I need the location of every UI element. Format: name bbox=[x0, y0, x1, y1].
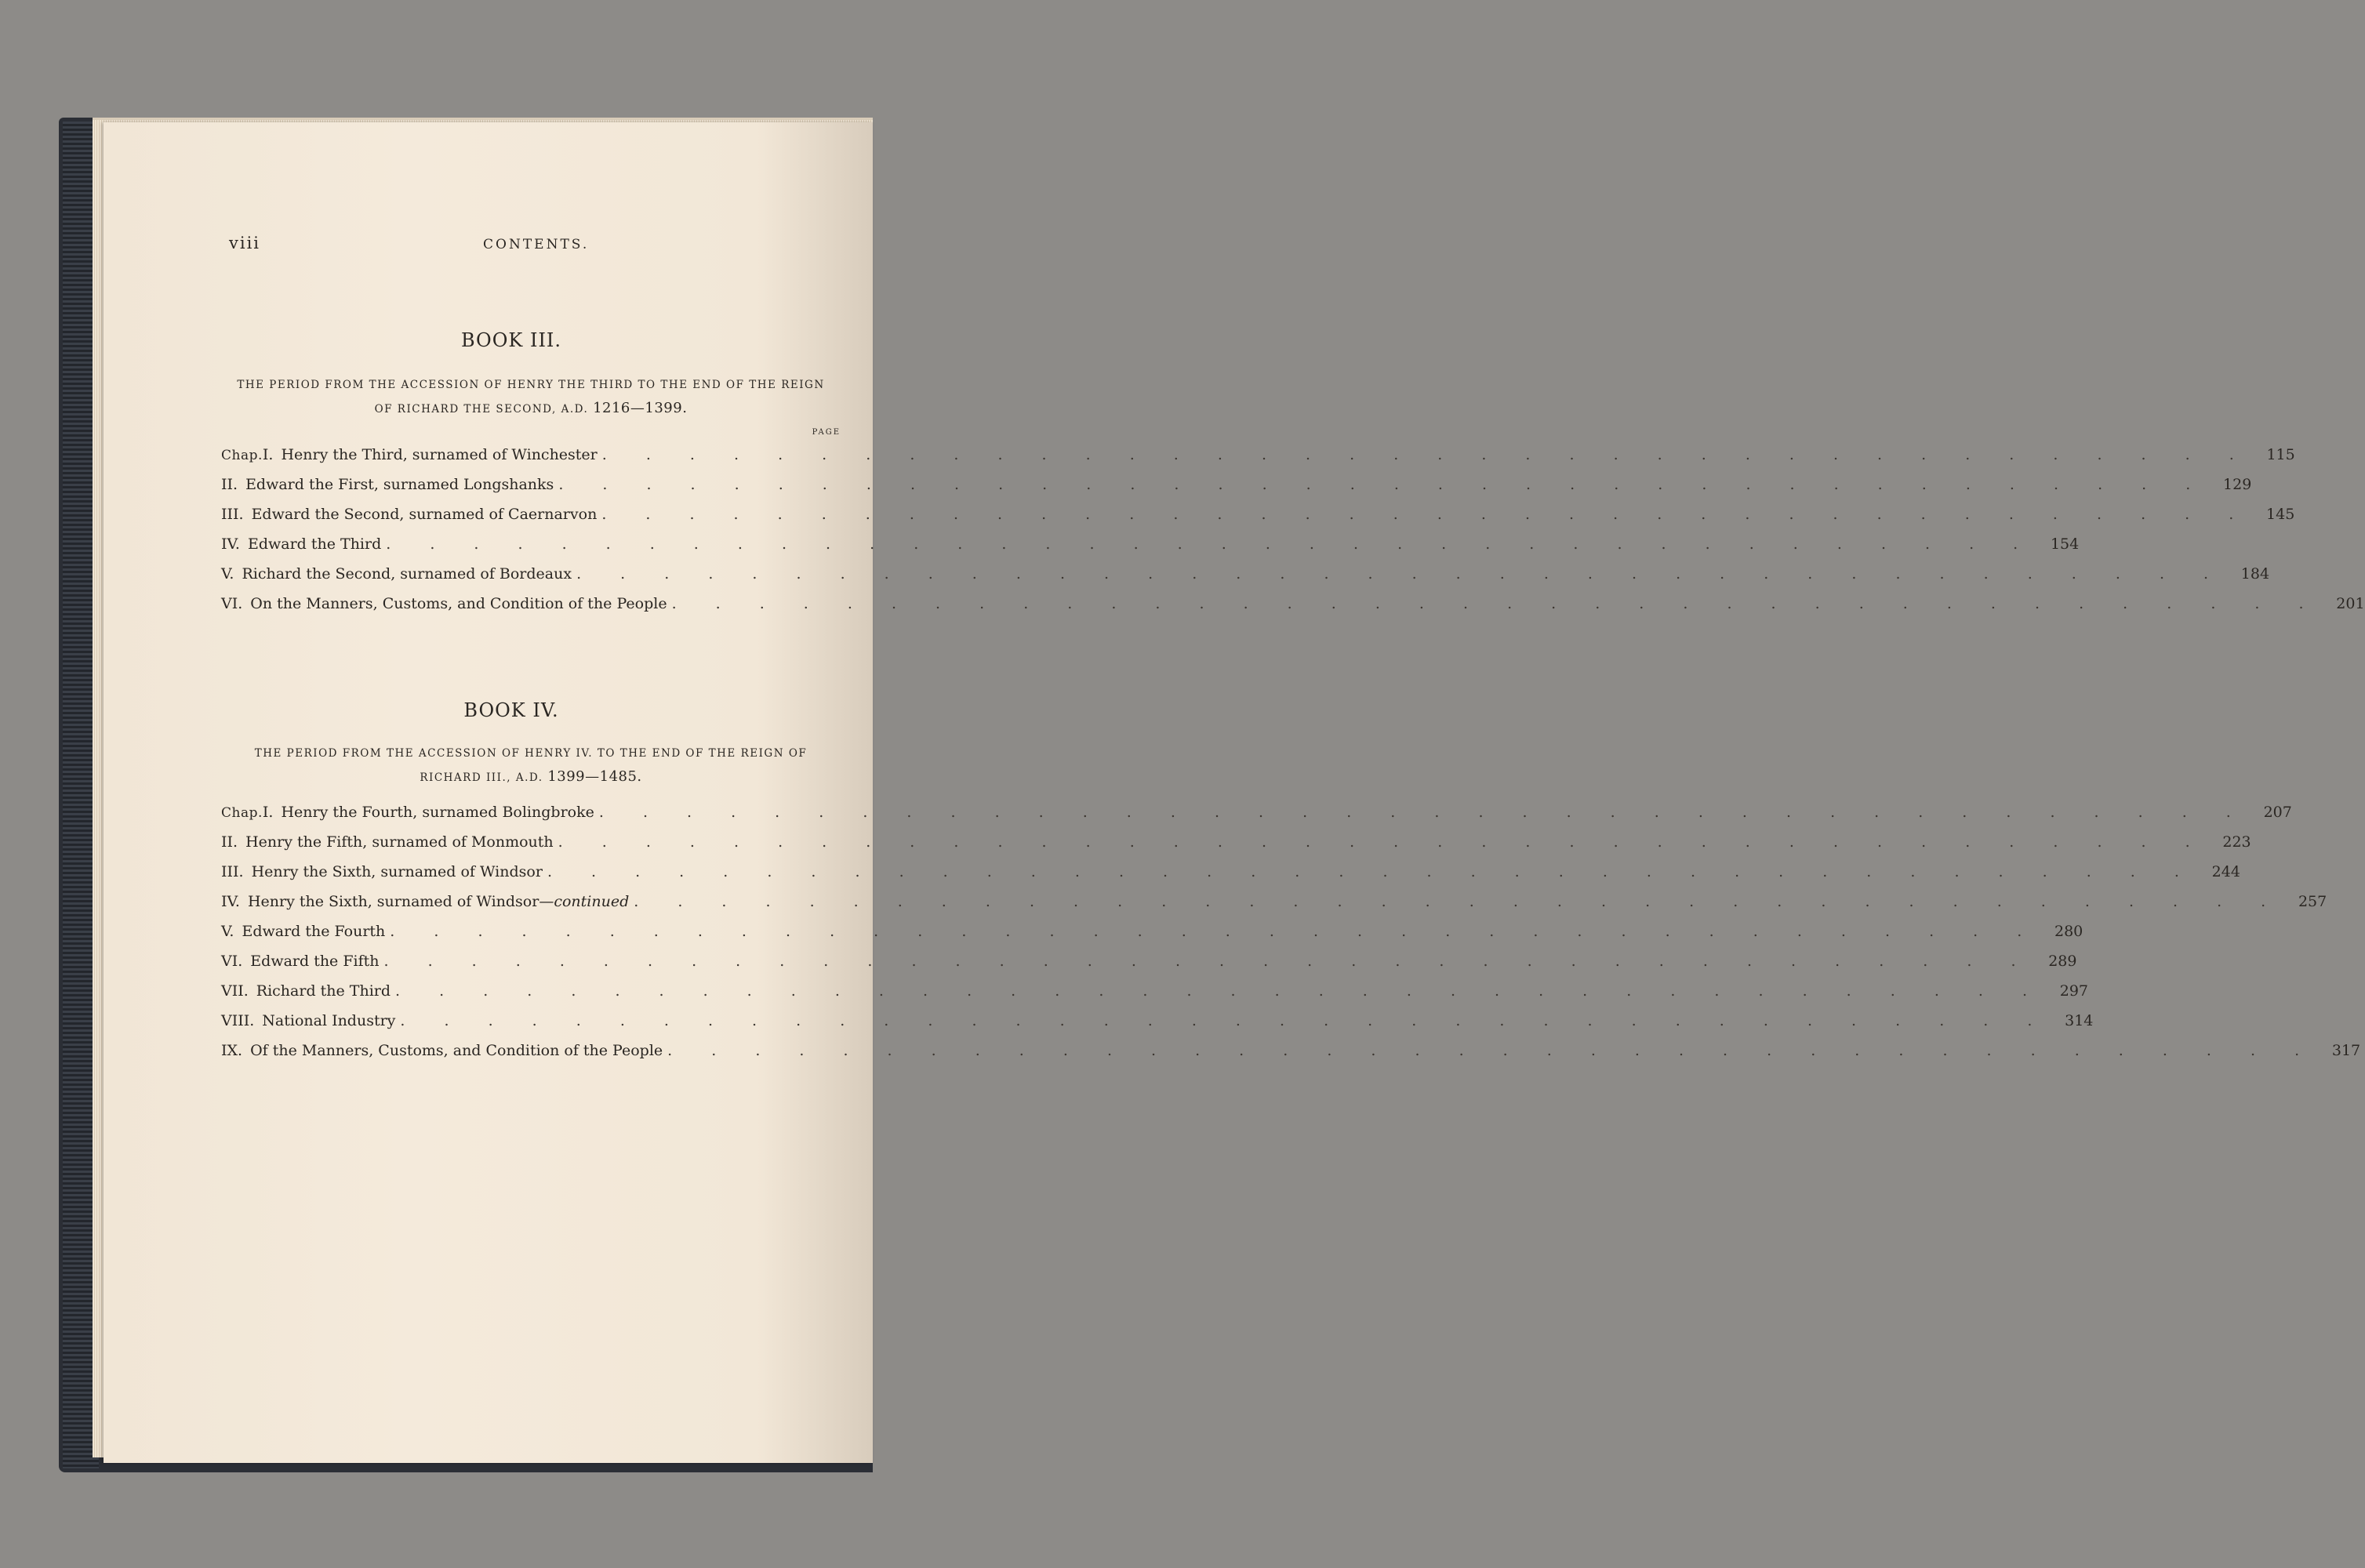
chapter-title bbox=[250, 946, 379, 976]
chapter-title-text: On the Manners, Customs, and Condition of the People bbox=[250, 595, 667, 612]
book-iii-title: BOOK III. bbox=[460, 329, 562, 351]
dot-leader: . . . . . . . . . . . . . . . . . . . . . . . . . . . . . . . . . . . . . . bbox=[558, 833, 2207, 851]
toc-entry bbox=[221, 946, 2077, 976]
dot-leader: . . . . . . . . . . . . . . . . . . . . . . . . . . . . . . . . . . . . . . bbox=[400, 1012, 2050, 1029]
chapter-title-text: Edward the Second, surnamed of Caernarvon bbox=[251, 506, 598, 523]
book-iv-subtitle-line1: THE PERIOD FROM THE ACCESSION OF HENRY IV. TO THE END OF THE REIGN OF bbox=[254, 747, 808, 760]
toc-entry bbox=[221, 470, 2252, 499]
chapter-title-text: Henry the Fourth, surnamed Bolingbroke bbox=[281, 804, 594, 821]
chapter-title-text: Edward the Fourth bbox=[242, 923, 386, 940]
toc-entry bbox=[221, 887, 2327, 916]
toc-entry bbox=[221, 440, 2295, 470]
chapter-number: VIII. bbox=[221, 1012, 255, 1029]
chapter-title bbox=[248, 887, 629, 916]
book-iv-subtitle-line2 bbox=[229, 765, 833, 789]
chapter-title-text: Edward the First, surnamed Longshanks bbox=[245, 476, 554, 493]
toc-entry bbox=[221, 589, 2365, 619]
chapter-title-suffix: continued bbox=[554, 893, 630, 910]
book-page bbox=[104, 122, 2365, 1463]
page-number: 289 bbox=[2048, 953, 2077, 970]
toc-entry bbox=[221, 499, 2295, 529]
chapter-title bbox=[242, 916, 385, 946]
page-number: 280 bbox=[2054, 923, 2083, 940]
dot-leader: . . . . . . . . . . . . . . . . . . . . . . . . . . . . . . . . . . . . . . bbox=[576, 565, 2226, 583]
page-number: 115 bbox=[2266, 446, 2295, 463]
folio-number: viii bbox=[229, 234, 261, 252]
book-iii-subtitle-line2 bbox=[229, 397, 833, 421]
toc-entry bbox=[221, 827, 2251, 857]
chapter-number: III. bbox=[221, 863, 244, 880]
dot-leader: . . . . . . . . . . . . . . . . . . . . . . . . . . . . . . . . . . . . . . bbox=[601, 446, 2251, 463]
chapter-title-text: Richard the Second, surnamed of Bordeaux bbox=[242, 565, 572, 583]
chapter-prefix: Chap. bbox=[221, 805, 263, 821]
toc-entry bbox=[221, 797, 2292, 827]
toc-entry bbox=[221, 976, 2089, 1006]
chapter-title bbox=[252, 857, 543, 887]
book-iii-subtitle bbox=[229, 373, 833, 421]
book-iii-subtitle-text: OF RICHARD THE SECOND, A.D. bbox=[374, 403, 589, 416]
page-number: 129 bbox=[2223, 476, 2252, 493]
page-number: 207 bbox=[2263, 804, 2292, 821]
page-number: 201 bbox=[2336, 595, 2365, 612]
chapter-number: VI. bbox=[221, 595, 243, 612]
dot-leader: . . . . . . . . . . . . . . . . . . . . . . . . . . . . . . . . . . . . . . bbox=[386, 535, 2036, 553]
book-iv-contents bbox=[221, 797, 2361, 1065]
dot-leader: . . . . . . . . . . . . . . . . . . . . . . . . . . . . . . . . . . . . . . bbox=[395, 982, 2045, 1000]
toc-entry bbox=[221, 1036, 2361, 1065]
chapter-title bbox=[250, 1036, 663, 1065]
page-number: 145 bbox=[2266, 506, 2295, 523]
book-iv-dates: 1399—1485. bbox=[547, 768, 642, 785]
page-number: 154 bbox=[2050, 535, 2080, 553]
chapter-title bbox=[256, 976, 391, 1006]
chapter-number: V. bbox=[221, 565, 234, 583]
chapter-title bbox=[248, 529, 381, 559]
page-number: 314 bbox=[2065, 1012, 2094, 1029]
chapter-title bbox=[281, 797, 594, 827]
book-iv-subtitle bbox=[229, 742, 833, 789]
book-iv-title: BOOK IV. bbox=[463, 699, 559, 721]
page-number: 297 bbox=[2059, 982, 2089, 1000]
dot-leader: . . . . . . . . . . . . . . . . . . . . . . . . . . . . . . . . . . . . . . bbox=[667, 1042, 2317, 1059]
dot-leader: . . . . . . . . . . . . . . . . . . . . . . . . . . . . . . . . . . . . . . bbox=[601, 506, 2251, 523]
chapter-title bbox=[242, 559, 572, 589]
chapter-number: II. bbox=[221, 476, 238, 493]
page-column-label: PAGE bbox=[812, 428, 841, 437]
page-number: 257 bbox=[2298, 893, 2327, 910]
dot-leader: . . . . . . . . . . . . . . . . . . . . . . . . . . . . . . . . . . . . . . bbox=[671, 595, 2321, 612]
toc-entry bbox=[221, 559, 2270, 589]
page-number: 184 bbox=[2240, 565, 2270, 583]
page-number: 244 bbox=[2211, 863, 2240, 880]
chapter-title bbox=[245, 470, 554, 499]
toc-entry bbox=[221, 916, 2083, 946]
dot-leader: . . . . . . . . . . . . . . . . . . . . . . . . . . . . . . . . . . . . . . bbox=[547, 863, 2196, 880]
dot-leader: . . . . . . . . . . . . . . . . . . . . . . . . . . . . . . . . . . . . . . bbox=[558, 476, 2208, 493]
chapter-title-text: Richard the Third bbox=[256, 982, 391, 1000]
chapter-title bbox=[281, 440, 597, 470]
chapter-number: IV. bbox=[221, 893, 240, 910]
toc-entry bbox=[221, 529, 2080, 559]
running-title: CONTENTS. bbox=[483, 237, 590, 252]
book-iii-dates: 1216—1399. bbox=[593, 400, 688, 416]
chapter-title-text: Henry the Fifth, surnamed of Monmouth bbox=[245, 833, 554, 851]
dot-leader: . . . . . . . . . . . . . . . . . . . . . . . . . . . . . . . . . . . . . . bbox=[383, 953, 2033, 970]
page-header bbox=[104, 234, 873, 257]
chapter-title bbox=[250, 589, 667, 619]
chapter-number: I. bbox=[262, 804, 274, 821]
chapter-title bbox=[262, 1006, 395, 1036]
chapter-title-text: Henry the Sixth, surnamed of Windsor bbox=[251, 863, 543, 880]
chapter-title-text: Henry the Sixth, surnamed of Windsor— bbox=[247, 893, 554, 910]
book-iv-subtitle-text: RICHARD III., A.D. bbox=[420, 771, 543, 784]
chapter-number: II. bbox=[221, 833, 238, 851]
dot-leader: . . . . . . . . . . . . . . . . . . . . . . . . . . . . . . . . . . . . . . bbox=[634, 893, 2283, 910]
chapter-title-text: Edward the Third bbox=[247, 535, 382, 553]
chapter-number: I. bbox=[262, 446, 274, 463]
page-number: 317 bbox=[2331, 1042, 2361, 1059]
chapter-title-text: Edward the Fifth bbox=[250, 953, 380, 970]
chapter-number: IX. bbox=[221, 1042, 243, 1059]
page-number: 223 bbox=[2222, 833, 2251, 851]
chapter-number: VII. bbox=[221, 982, 249, 1000]
chapter-title-text: National Industry bbox=[262, 1012, 396, 1029]
chapter-title-text: Of the Manners, Customs, and Condition of the People bbox=[250, 1042, 663, 1059]
chapter-title bbox=[245, 827, 554, 857]
book-iii-subtitle-line1: THE PERIOD FROM THE ACCESSION OF HENRY THE THIRD TO THE END OF THE REIGN bbox=[237, 379, 825, 391]
chapter-title-text: Henry the Third, surnamed of Winchester bbox=[281, 446, 598, 463]
chapter-number: V. bbox=[221, 923, 234, 940]
dot-leader: . . . . . . . . . . . . . . . . . . . . . . . . . . . . . . . . . . . . . . bbox=[390, 923, 2040, 940]
toc-entry bbox=[221, 857, 2240, 887]
toc-entry bbox=[221, 1006, 2094, 1036]
book-iii-contents bbox=[221, 440, 2365, 619]
chapter-number: VI. bbox=[221, 953, 243, 970]
chapter-number: III. bbox=[221, 506, 244, 523]
chapter-prefix: Chap. bbox=[221, 448, 263, 463]
chapter-number: IV. bbox=[221, 535, 240, 553]
chapter-title bbox=[252, 499, 598, 529]
dot-leader: . . . . . . . . . . . . . . . . . . . . . . . . . . . . . . . . . . . . . . bbox=[598, 804, 2248, 821]
